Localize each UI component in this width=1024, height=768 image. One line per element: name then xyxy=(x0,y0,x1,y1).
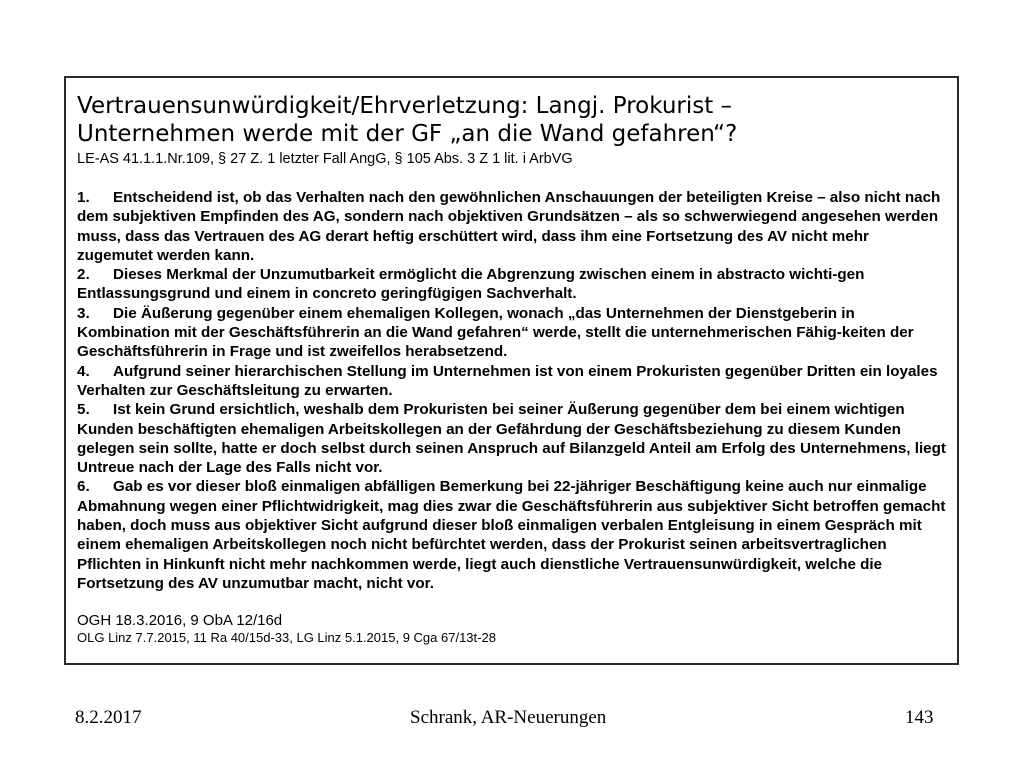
point-text: Die Äußerung gegenüber einem ehemaligen Kollegen, wonach „das Unternehmen der Dienstgeberin in Kombination mit der Geschäftsführerin an die Wand gefahren“ werde, stellt die unternehmerischen Fähig-keiten der Geschäftsführerin in Frage und ist zweifellos herabsetzend. xyxy=(77,304,914,361)
point-number: 1. xyxy=(77,189,90,206)
point-number: 5. xyxy=(77,401,90,419)
point-1 xyxy=(77,188,947,265)
point-text: Aufgrund seiner hierarchischen Stellung im Unternehmen ist von einem Prokuristen gegenüber Dritten ein loyales Verhalten zur Geschäftsleitung zu erwarten. xyxy=(77,362,938,399)
legal-citation: LE-AS 41.1.1.Nr.109, § 27 Z. 1 letzter Fall AngG, § 105 Abs. 3 Z 1 lit. i ArbVG xyxy=(77,151,573,167)
ogh-reference: OGH 18.3.2016, 9 ObA 12/16d xyxy=(77,612,283,630)
footer-author: Schrank, AR-Neuerungen xyxy=(410,707,607,728)
point-text: Ist kein Grund ersichtlich, weshalb dem Prokuristen bei seiner Äußerung gegenüber dem bei einem wichtigen Kunden beschäftigten ehemaligen Arbeitskollegen an der Gefährdung der Geschäftsbeziehung zu diesem Kunden gelegen sein sollte, hatte er doch selbst durch seinen Anspruch auf Bilanzgeld Anteil am Erfolg des Unternehmens, liegt Untreue nach der Lage des Falls nicht vor. xyxy=(77,401,946,477)
point-4 xyxy=(77,362,947,401)
olg-reference: OLG Linz 7.7.2015, 11 Ra 40/15d-33, LG Linz 5.1.2015, 9 Cga 67/13t-28 xyxy=(77,630,496,646)
point-5 xyxy=(77,400,947,477)
point-text: Gab es vor dieser bloß einmaligen abfälligen Bemerkung bei 22-jähriger Beschäftigung keine auch nur einmalige Abmahnung wegen einer Pflichtwidrigkeit, mag dies zwar die Geschäftsführerin aus subjektiver Sicht betroffen gemacht haben, doch muss aus objektiver Sicht aufgrund dieser bloß einmaligen verbalen Entgleisung in einem Gespräch mit einem ehemaligen Arbeitskollegen noch nicht befürchtet werden, dass der Prokurist seinen arbeitsvertraglichen Pflichten in Hinkunft nicht mehr nachkommen werde, liegt auch dienstliche Vertrauensunwürdigkeit, welche die Fortsetzung des AV unzumutbar macht, nicht vor. xyxy=(77,478,946,592)
point-number: 2. xyxy=(77,266,90,284)
point-3 xyxy=(77,304,947,362)
point-text: Entscheidend ist, ob das Verhalten nach den gewöhnlichen Anschauungen der beteiligten Kreise – also nicht nach dem subjektiven Empfinden des AG, sondern nach objektiven Grundsätzen – als so schwerwiegend angesehen werden muss, dass das Vertrauen des AG derart heftig erschüttert wird, dass ihm eine Fortsetzung des AV nicht mehr zugemutet werden kann. xyxy=(77,189,941,264)
footer-date: 8.2.2017 xyxy=(75,707,142,728)
footer-page-number: 143 xyxy=(905,707,934,728)
point-6 xyxy=(77,477,947,593)
point-number: 3. xyxy=(77,304,90,322)
point-2 xyxy=(77,265,947,304)
content-box xyxy=(64,76,959,665)
point-number: 6. xyxy=(77,478,90,496)
title-line-2: Unternehmen werde mit der GF „an die Wand gefahren“? xyxy=(77,121,738,147)
title-line-1: Vertrauensunwürdigkeit/Ehrverletzung: Langj. Prokurist – xyxy=(77,93,733,119)
points-list xyxy=(77,188,947,593)
slide-title xyxy=(77,92,947,148)
point-text: Dieses Merkmal der Unzumutbarkeit ermöglicht die Abgrenzung zwischen einem in abstracto wichti-gen Entlassungsgrund und einem in concreto geringfügigen Sachverhalt. xyxy=(77,266,865,303)
point-number: 4. xyxy=(77,362,90,380)
